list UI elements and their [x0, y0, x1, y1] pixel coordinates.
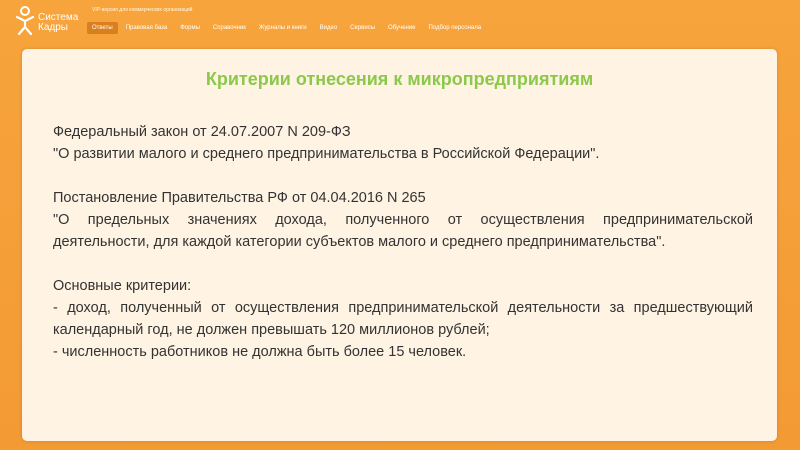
nav-item-services[interactable]: Сервисы — [350, 25, 376, 31]
law-reference: Федеральный закон от 24.07.2007 N 209-ФЗ — [53, 124, 351, 140]
nav-item-training[interactable]: Обучение — [388, 25, 416, 31]
slide-content — [53, 121, 753, 363]
law-title: "О развитии малого и среднего предпринимательства в Российской Федерации". — [53, 146, 600, 162]
criteria-heading: Основные критерии: — [53, 278, 192, 294]
logo-line-2: Кадры — [38, 22, 68, 33]
nav-item-video[interactable]: Видео — [319, 25, 338, 31]
nav-item-journals[interactable]: Журналы и книги — [258, 25, 307, 31]
top-bar — [0, 0, 800, 42]
logo[interactable] — [10, 3, 90, 39]
decree-reference: Постановление Правительства РФ от 04.04.2016 N 265 — [53, 190, 426, 206]
logo-text — [38, 13, 78, 33]
slide-card — [22, 49, 777, 441]
nav-item-recruitment[interactable]: Подбор персонала — [428, 25, 482, 31]
person-star-logo-icon — [13, 5, 37, 35]
nav-item-forms[interactable]: Формы — [180, 25, 200, 31]
criterion-employees: - численность работников не должна быть более 15 человек. — [53, 344, 467, 360]
nav-item-legal-base[interactable]: Правовая база — [125, 25, 168, 31]
logo-line-1: Система — [38, 12, 79, 23]
tagline: VIP-версия для коммерческих организаций — [92, 7, 193, 13]
main-nav — [87, 22, 489, 34]
slide-title: Критерии отнесения к микропредприятиям — [205, 69, 594, 89]
criterion-income: - доход, полученный от осуществления предпринимательской деятельности за предшествующий календарный год, не должен превышать 120 миллионов рублей; — [53, 300, 753, 338]
nav-item-reference[interactable]: Справочник — [212, 25, 246, 31]
decree-title: "О предельных значениях дохода, полученного от осуществления предпринимательской деятельности, для каждой категории субъектов малого и среднего предпринимательства". — [53, 212, 753, 250]
nav-item-answers[interactable]: Ответы — [87, 22, 118, 34]
